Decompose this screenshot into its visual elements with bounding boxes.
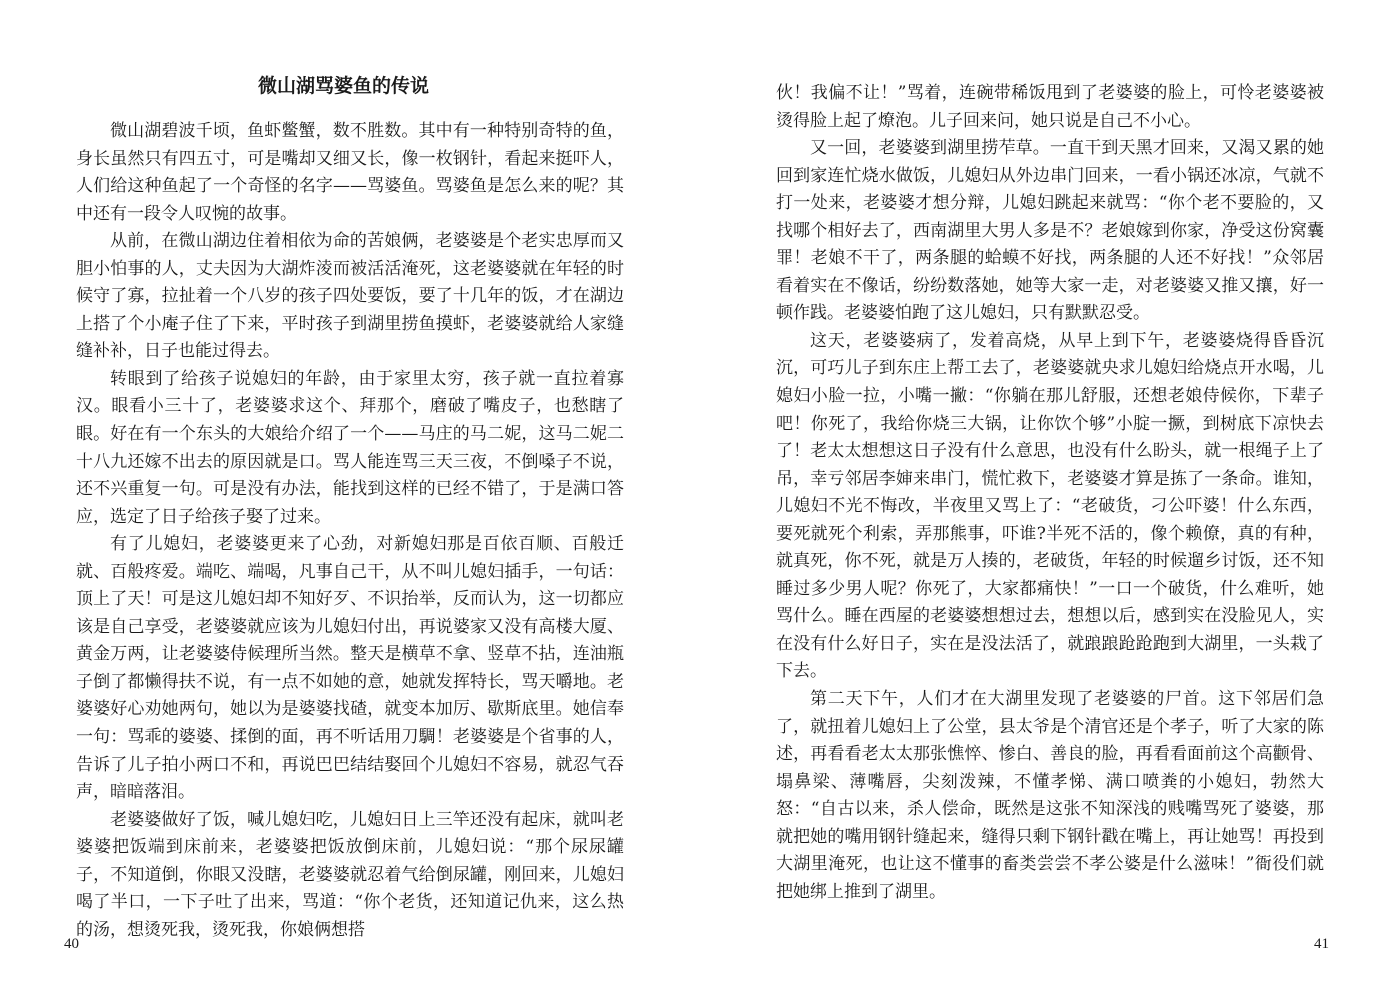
story-title: 微山湖骂婆鱼的传说 — [258, 75, 430, 97]
paragraph: 第二天下午，人们才在大湖里发现了老婆婆的尸首。这下邻居们急了，就扭着儿媳妇上了公堂，县太爷是个清官还是个孝子，听了大家的陈述，再看看老太太那张憔悴、惨白、善良的脸，再看看面前这个高颧骨、塌鼻梁、薄嘴唇，尖刻泼辣，不懂孝悌、满口喷粪的小媳妇，勃然大怒：“自古以来，杀人偿命，既然是这张不知深浅的贱嘴骂死了婆婆，那就把她的嘴用钢针缝起来，缝得只剩下钢针戳在嘴上，再让她骂！再投到大湖里淹死，也让这不懂事的畜类尝尝不孝公婆是什么滋味！”衙役们就把她绑上推到了湖里。 — [776, 689, 1324, 902]
left-page-body — [76, 118, 624, 944]
paragraph: 这天，老婆婆病了，发着高烧，从早上到下午，老婆婆烧得昏昏沉沉，可巧儿子到东庄上帮工去了，老婆婆就央求儿媳妇给烧点开水喝，儿媳妇小脸一拉，小嘴一撇：“你躺在那儿舒服，还想老娘侍候你，下辈子吧！你死了，我给你烧三大锅，让你饮个够”小腚一撅，到树底下凉快去了！老太太想想这日子没有什么意思，也没有什么盼头，就一根绳子上了吊，幸亏邻居李婶来串门，慌忙救下，老婆婆才算是拣了一条命。谁知，儿媳妇不光不悔改，半夜里又骂上了：“老破货，刁公吓婆！什么东西，要死就死个利索，弄那熊事，吓谁?半死不活的，像个赖僚，真的有种，就真死，你不死，就是万人揍的，老破货，年轻的时候遛乡讨饭，还不知睡过多少男人呢？你死了，大家都痛快！”一口一个破货，什么难听，她骂什么。睡在西屋的老婆婆想想过去，想想以后，感到实在没脸见人，实在没有什么好日子，实在是没法活了，就踉踉跄跄跑到大湖里，一头栽了下去。 — [776, 330, 1324, 682]
page-number-left: 40 — [64, 936, 79, 952]
paragraph: 从前，在微山湖边住着相依为命的苦娘俩，老婆婆是个老实忠厚而又胆小怕事的人，丈夫因为大湖炸淩而被活活淹死，这老婆婆就在年轻的时候守了寡，拉扯着一个八岁的孩子四处要饭，要了十几年的饭，才在湖边上搭了个小庵子住了下来，平时孩子到湖里捞鱼摸虾，老婆婆就给人家缝缝补补，日子也能过得去。 — [76, 231, 624, 362]
right-page-body — [776, 80, 1324, 906]
right-page — [699, 0, 1398, 982]
paragraph: 又一回，老婆婆到湖里捞苲草。一直干到天黑才回来，又渴又累的她回到家连忙烧水做饭，儿媳妇从外边串门回来，一看小锅还冰凉，气就不打一处来，老婆婆才想分辩，儿媳妇跳起来就骂：“你个老不要脸的，又找哪个相好去了，西南湖里大男人多是不？老娘嫁到你家，净受这份窝囊罪！老娘不干了，两条腿的蛤蟆不好找，两条腿的人还不好找！”众邻居看着实在不像话，纷纷数落她，她等大家一走，对老婆婆又推又攘，好一顿作践。老婆婆怕跑了这儿媳妇，只有默默忍受。 — [776, 138, 1324, 324]
page-number-right: 41 — [1314, 936, 1329, 952]
paragraph-continued: 伙！我偏不让！”骂着，连碗带稀饭甩到了老婆婆的脸上，可怜老婆婆被烫得脸上起了燎泡。儿子回来问，她只说是自己不小心。 — [776, 83, 1324, 131]
paragraph: 老婆婆做好了饭，喊儿媳妇吃，儿媳妇日上三竿还没有起床，就叫老婆婆把饭端到床前来，老婆婆把饭放倒床前，儿媳妇说：“那个尿尿罐子，不知道倒，你眼又没瞎，老婆婆就忍着气给倒尿罐，刚回来，儿媳妇喝了半口，一下子吐了出来，骂道：“你个老货，还知道记仇来，这么热的汤，想烫死我，烫死我，你娘俩想搭 — [76, 809, 624, 940]
paragraph: 微山湖碧波千顷，鱼虾鳖蟹，数不胜数。其中有一种特别奇特的鱼，身长虽然只有四五寸，可是嘴却又细又长，像一枚钢针，看起来挺吓人，人们给这种鱼起了一个奇怪的名字——骂婆鱼。骂婆鱼是怎么来的呢？其中还有一段令人叹惋的故事。 — [76, 121, 624, 224]
paragraph: 有了儿媳妇，老婆婆更来了心劲，对新媳妇那是百依百顺、百般迁就、百般疼爱。端吃、端喝，凡事自己干，从不叫儿媳妇插手，一句话：顶上了天！可是这儿媳妇却不知好歹、不识抬举，反而认为，这一切都应该是自己享受，老婆婆就应该为儿媳妇付出，再说婆家又没有高楼大厦、黄金万两，让老婆婆侍候理所当然。整天是横草不拿、竖草不拈，连油瓶子倒了都懒得扶不说，有一点不如她的意，她就发挥特长，骂天嚼地。老婆婆好心劝她两句，她以为是婆婆找碴，就变本加厉、歇斯底里。她信奉一句：骂乖的婆婆、揉倒的面，再不听话用刀騆！老婆婆是个省事的人，告诉了儿子拍小两口不和，再说巴巴结结娶回个儿媳妇不容易，就忍气吞声，暗暗落泪。 — [76, 534, 624, 803]
paragraph: 转眼到了给孩子说媳妇的年龄，由于家里太穷，孩子就一直拉着寡汉。眼看小三十了，老婆婆求这个、拜那个，磨破了嘴皮子，也愁瞎了眼。好在有一个东头的大娘给介绍了一个——马庄的马二妮，这马二妮二十八九还嫁不出去的原因就是口。骂人能连骂三天三夜，不倒嗓子不说，还不兴重复一句。可是没有办法，能找到这样的已经不错了，于是满口答应，选定了日子给孩子娶了过来。 — [76, 368, 624, 527]
